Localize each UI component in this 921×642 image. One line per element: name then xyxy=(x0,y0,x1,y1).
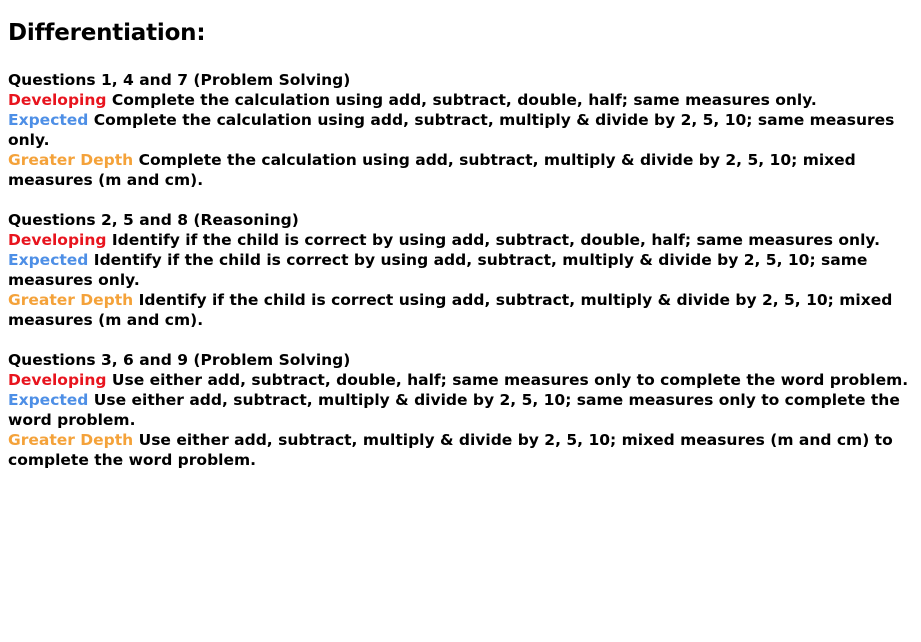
level-developing xyxy=(8,230,913,250)
expected-tag: Expected xyxy=(8,251,89,269)
level-text: Identify if the child is correct by using add, subtract, double, half; same measures only. xyxy=(106,231,880,249)
greater-depth-tag: Greater Depth xyxy=(8,431,134,449)
section-questions-2-5-8 xyxy=(8,210,913,330)
greater-depth-tag: Greater Depth xyxy=(8,151,134,169)
section-heading: Questions 1, 4 and 7 (Problem Solving) xyxy=(8,71,351,89)
level-text: Complete the calculation using add, subtract, multiply & divide by 2, 5, 10; same measures only. xyxy=(8,111,895,149)
level-greater-depth xyxy=(8,290,913,330)
level-greater-depth xyxy=(8,430,913,470)
level-text: Use either add, subtract, multiply & divide by 2, 5, 10; same measures only to complete the word problem. xyxy=(8,391,900,429)
section-questions-3-6-9 xyxy=(8,350,913,470)
developing-tag: Developing xyxy=(8,371,107,389)
level-text: Identify if the child is correct using add, subtract, multiply & divide by 2, 5, 10; mixed measures (m and cm). xyxy=(8,291,893,329)
level-text: Use either add, subtract, multiply & divide by 2, 5, 10; mixed measures (m and cm) to complete the word problem. xyxy=(8,431,893,469)
expected-tag: Expected xyxy=(8,111,89,129)
developing-tag: Developing xyxy=(8,91,107,109)
level-text: Complete the calculation using add, subtract, multiply & divide by 2, 5, 10; mixed measures (m and cm). xyxy=(8,151,856,189)
page-title: Differentiation: xyxy=(8,20,206,46)
section-questions-1-4-7 xyxy=(8,70,913,190)
level-expected xyxy=(8,110,913,150)
greater-depth-tag: Greater Depth xyxy=(8,291,134,309)
level-greater-depth xyxy=(8,150,913,190)
level-text: Use either add, subtract, double, half; same measures only to complete the word problem. xyxy=(106,371,909,389)
level-developing xyxy=(8,90,913,110)
level-text: Complete the calculation using add, subtract, double, half; same measures only. xyxy=(106,91,817,109)
section-heading: Questions 3, 6 and 9 (Problem Solving) xyxy=(8,351,351,369)
level-expected xyxy=(8,250,913,290)
developing-tag: Developing xyxy=(8,231,107,249)
level-expected xyxy=(8,390,913,430)
section-heading: Questions 2, 5 and 8 (Reasoning) xyxy=(8,211,299,229)
expected-tag: Expected xyxy=(8,391,89,409)
level-text: Identify if the child is correct by using add, subtract, multiply & divide by 2, 5, 10; same measures only. xyxy=(8,251,868,289)
level-developing xyxy=(8,370,913,390)
